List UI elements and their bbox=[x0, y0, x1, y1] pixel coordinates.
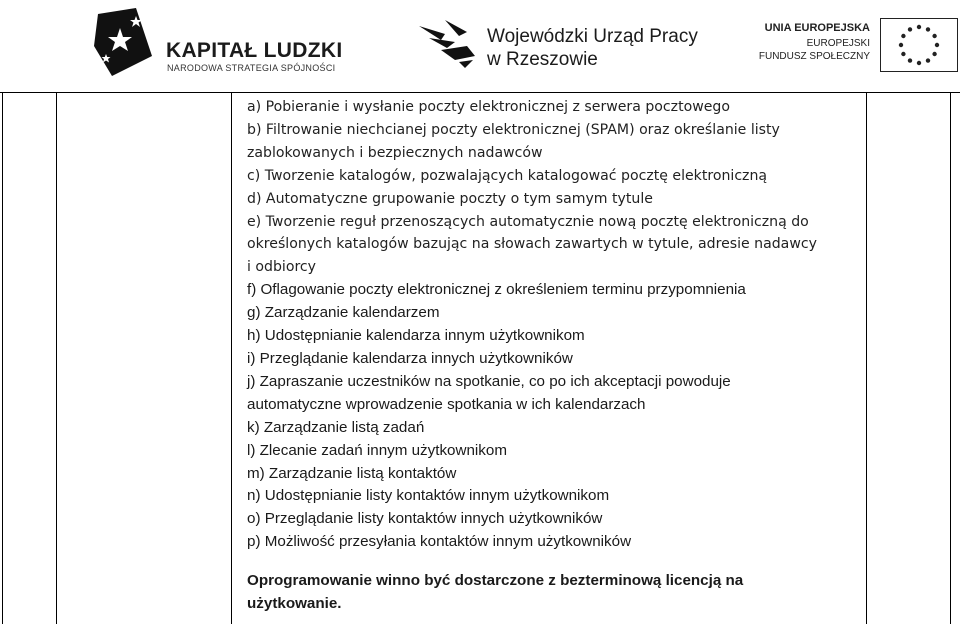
kapital-ludzki-subtitle: NARODOWA STRATEGIA SPÓJNOŚCI bbox=[167, 63, 336, 73]
wup-name-line2: w Rzeszowie bbox=[487, 49, 598, 70]
wup-name-line1: Wojewódzki Urząd Pracy bbox=[487, 26, 698, 47]
list-item: c) Tworzenie katalogów, pozwalających katalogować pocztę elektroniczną bbox=[247, 167, 768, 184]
list-item: m) Zarządzanie listą kontaktów bbox=[247, 464, 457, 482]
table-top-border bbox=[0, 92, 960, 93]
table-col-line-1 bbox=[2, 92, 3, 624]
wup-logo bbox=[415, 14, 698, 72]
list-item: j) Zapraszanie uczestników na spotkanie, co po ich akceptacji powoduje bbox=[247, 372, 731, 390]
list-item: f) Oflagowanie poczty elektronicznej z określeniem terminu przypomnienia bbox=[247, 281, 746, 299]
list-item: o) Przeglądanie listy kontaktów innych użytkowników bbox=[247, 510, 603, 528]
list-item: i odbiorcy bbox=[247, 259, 317, 276]
table-col-line-5 bbox=[950, 92, 951, 624]
kapital-ludzki-name: KAPITAŁ LUDZKI bbox=[166, 39, 343, 62]
ue-line3: FUNDUSZ SPOŁECZNY bbox=[758, 51, 870, 62]
list-item: a) Pobieranie i wysłanie poczty elektronicznej z serwera pocztowego bbox=[247, 99, 730, 115]
list-item: n) Udostępnianie listy kontaktów innym użytkownikom bbox=[247, 487, 610, 505]
list-item: b) Filtrowanie niechcianej poczty elektronicznej (SPAM) oraz określanie listy bbox=[247, 121, 780, 138]
ue-logo bbox=[758, 18, 958, 74]
list-item: p) Możliwość przesyłania kontaktów innym użytkowników bbox=[247, 533, 632, 551]
kapital-ludzki-emblem-icon bbox=[92, 6, 158, 78]
table-col-line-2 bbox=[56, 92, 57, 624]
list-item: zablokowanych i bezpiecznych nadawców bbox=[247, 144, 543, 161]
ue-line1: UNIA EUROPEJSKA bbox=[764, 22, 870, 34]
license-note: Oprogramowanie winno być dostarczone z bezterminową licencją na użytkowanie. bbox=[247, 572, 744, 613]
eu-flag-icon bbox=[880, 18, 958, 72]
list-item: g) Zarządzanie kalendarzem bbox=[247, 304, 440, 322]
requirements-cell bbox=[247, 96, 867, 615]
list-item: d) Automatyczne grupowanie poczty o tym samym tytule bbox=[247, 190, 653, 207]
list-item: h) Udostępnianie kalendarza innym użytkownikom bbox=[247, 327, 585, 345]
list-item: l) Zlecanie zadań innym użytkownikom bbox=[247, 441, 507, 459]
wup-bird-icon bbox=[415, 16, 481, 68]
table-col-line-3 bbox=[231, 92, 232, 624]
list-item: określonych katalogów bazując na słowach zawartych w tytule, adresie nadawcy bbox=[247, 236, 817, 253]
list-item: automatyczne wprowadzenie spotkania w ich kalendarzach bbox=[247, 395, 646, 413]
ue-line2: EUROPEJSKI bbox=[806, 38, 870, 49]
list-item: k) Zarządzanie listą zadań bbox=[247, 418, 425, 436]
kapital-ludzki-logo bbox=[92, 6, 352, 78]
list-item: e) Tworzenie reguł przenoszących automatycznie nową pocztę elektroniczną do bbox=[247, 213, 809, 230]
list-item: i) Przeglądanie kalendarza innych użytkowników bbox=[247, 349, 573, 367]
